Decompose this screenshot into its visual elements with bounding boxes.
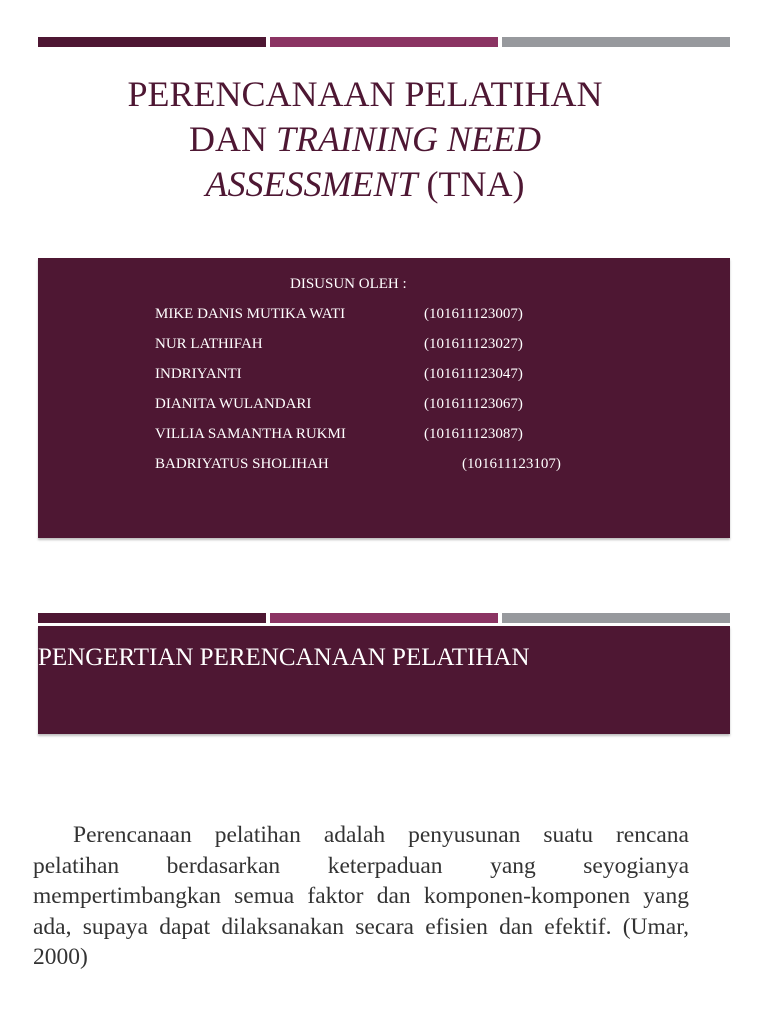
title-line-3-italic: ASSESSMENT bbox=[205, 164, 418, 204]
author-name: DIANITA WULANDARI bbox=[155, 396, 312, 412]
author-row bbox=[38, 456, 730, 476]
author-row bbox=[38, 426, 730, 446]
author-id: (101611123047) bbox=[424, 366, 523, 382]
accent-bar-dark bbox=[38, 37, 266, 47]
author-id: (101611123027) bbox=[424, 336, 523, 352]
section-accent-bars bbox=[38, 613, 730, 623]
section-header bbox=[38, 626, 730, 734]
author-row bbox=[38, 366, 730, 386]
accent-bar-gray bbox=[502, 37, 730, 47]
author-name: NUR LATHIFAH bbox=[155, 336, 263, 352]
author-name: VILLIA SAMANTHA RUKMI bbox=[155, 426, 346, 442]
accent-bar-magenta bbox=[270, 37, 498, 47]
author-row bbox=[38, 306, 730, 326]
author-row bbox=[38, 396, 730, 416]
author-id: (101611123107) bbox=[462, 456, 561, 472]
definition-paragraph: Perencanaan pelatihan adalah penyusunan suatu rencana pelatihan berdasarkan keterpaduan yang seyogianya mempertimbangkan semua faktor dan komponen-komponen yang ada, supaya dapat dilaksanakan secara efisien dan efektif. (Umar, 2000) bbox=[33, 822, 689, 970]
author-label bbox=[290, 276, 407, 293]
accent-bar-dark bbox=[38, 613, 266, 623]
title-line-2 bbox=[60, 117, 670, 162]
author-id: (101611123087) bbox=[424, 426, 523, 442]
accent-bar-magenta bbox=[270, 613, 498, 623]
author-name: MIKE DANIS MUTIKA WATI bbox=[155, 306, 346, 322]
slide-title bbox=[60, 72, 670, 207]
title-line-3 bbox=[60, 162, 670, 207]
title-line-2-plain: DAN bbox=[189, 119, 276, 159]
author-label-text: DISUSUN OLEH : bbox=[290, 276, 407, 292]
author-id: (101611123007) bbox=[424, 306, 523, 322]
author-name: INDRIYANTI bbox=[155, 366, 242, 382]
accent-bar-gray bbox=[502, 613, 730, 623]
author-row bbox=[38, 336, 730, 356]
title-line-2-italic: TRAINING NEED bbox=[276, 119, 541, 159]
title-line-3-plain: (TNA) bbox=[417, 164, 525, 204]
author-name: BADRIYATUS SHOLIHAH bbox=[155, 456, 329, 472]
author-id: (101611123067) bbox=[424, 396, 523, 412]
header-accent-bars bbox=[38, 37, 730, 47]
section-title: PENGERTIAN PERENCANAAN PELATIHAN bbox=[38, 644, 530, 671]
author-panel bbox=[38, 258, 730, 538]
title-line-1: PERENCANAAN PELATIHAN bbox=[127, 74, 603, 114]
